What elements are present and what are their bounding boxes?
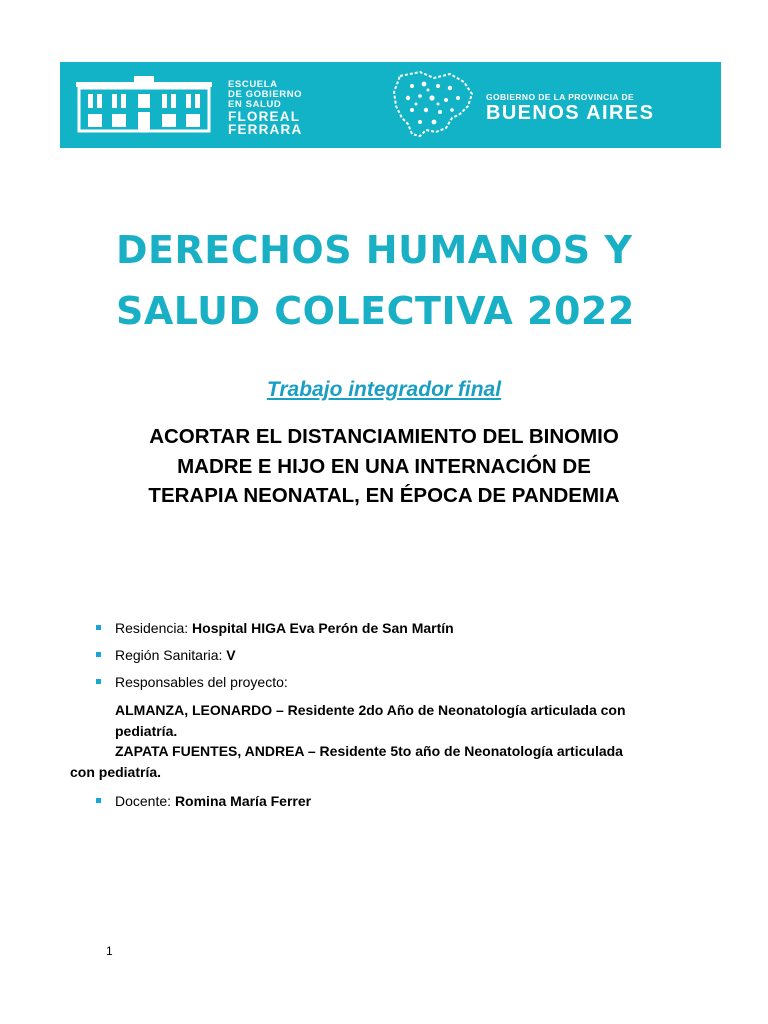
residencia-value: Hospital HIGA Eva Perón de San Martín xyxy=(192,620,454,636)
responsables-label: Responsables del proyecto: xyxy=(115,674,288,690)
docente-value: Romina María Ferrer xyxy=(174,793,312,809)
docente-label: Docente: xyxy=(115,793,175,809)
project-title-line: ACORTAR EL DISTANCIAMIENTO DEL BINOMIO xyxy=(149,425,619,448)
gobierno-logo-text xyxy=(486,92,654,124)
region-label: Región Sanitaria: xyxy=(115,647,227,663)
escuela-logo-text xyxy=(228,80,302,136)
bullet-icon xyxy=(96,625,101,630)
responsables-item xyxy=(96,674,288,690)
document-title xyxy=(116,220,676,342)
bullet-icon xyxy=(96,798,101,803)
responsables-list xyxy=(70,700,680,782)
header-banner xyxy=(60,62,721,148)
bullet-icon xyxy=(96,652,101,657)
project-title-line: TERAPIA NEONATAL, EN ÉPOCA DE PANDEMIA xyxy=(148,484,620,507)
project-title-line: MADRE E HIJO EN UNA INTERNACIÓN DE xyxy=(177,454,591,478)
escuela-name-line: FERRARA xyxy=(228,122,303,137)
building-logo-icon xyxy=(76,76,212,134)
responsable-2-line: ZAPATA FUENTES, ANDREA – Residente 5to año de Neonatología articulada xyxy=(115,743,623,759)
residencia-label: Residencia: xyxy=(115,620,193,636)
gobierno-line: GOBIERNO DE LA PROVINCIA DE xyxy=(486,92,635,102)
responsable-1-line: ALMANZA, LEONARDO – Residente 2do Año de Neonatología articulada con xyxy=(115,702,626,718)
province-map-icon xyxy=(390,70,476,140)
document-subtitle: Trabajo integrador final xyxy=(266,378,502,401)
page-number: 1 xyxy=(106,944,113,958)
title-line: SALUD COLECTIVA 2022 xyxy=(116,289,635,333)
docente-item xyxy=(96,793,311,809)
residencia-item xyxy=(96,620,454,636)
project-title xyxy=(84,422,684,511)
escuela-line: EN SALUD xyxy=(228,99,282,110)
responsable-1-line: pediatría. xyxy=(115,722,178,739)
region-value: V xyxy=(226,647,236,663)
region-item xyxy=(96,647,236,663)
buenos-aires-name: BUENOS AIRES xyxy=(486,102,655,124)
title-line: DERECHOS HUMANOS Y xyxy=(116,228,633,272)
responsable-2-line: con pediatría. xyxy=(70,763,162,780)
bullet-icon xyxy=(96,679,101,684)
escuela-line: ESCUELA xyxy=(228,79,278,90)
escuela-line: DE GOBIERNO xyxy=(228,89,303,100)
escuela-name-line: FLOREAL xyxy=(228,109,301,124)
